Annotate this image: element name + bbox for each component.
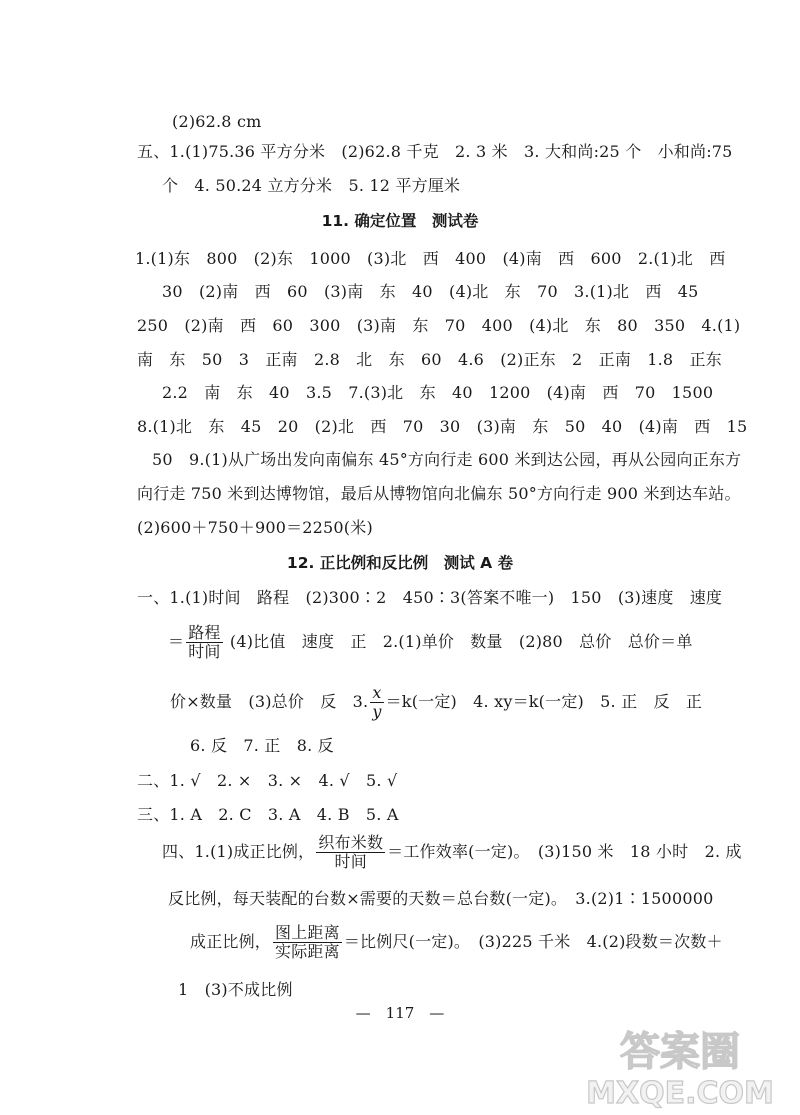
text-line-15-start: 价×数量 (3)总价 反 3. xyxy=(170,692,369,711)
text-line-21-start: 成正比例， xyxy=(190,932,272,951)
fraction-numerator: 织布米数 xyxy=(318,833,384,852)
fraction-cloth-time xyxy=(316,834,385,871)
equals-sign: ＝ xyxy=(168,632,185,651)
text-line-22: 1 (3)不成比例 xyxy=(178,980,293,999)
text-line-5: 30 (2)南 西 60 (3)南 东 40 (4)北 东 70 3.(1)北 西 45 xyxy=(162,282,699,301)
text-line-11: 向行走 750 米到达博物馆，最后从博物馆向北偏东 50°方向行走 900 米到达车站。 xyxy=(137,484,741,503)
text-line-9: 8.(1)北 东 45 20 (2)北 西 70 30 (3)南 东 50 40 (4)南 西 15 xyxy=(137,417,748,436)
text-line-8: 2.2 南 东 40 3.5 7.(3)北 东 40 1200 (4)南 西 70 1500 xyxy=(162,383,714,402)
page-number: — 117 — xyxy=(355,1004,445,1022)
watermark-graphic xyxy=(568,1015,793,1111)
text-line-12: (2)600＋750＋900＝2250(米) xyxy=(137,518,373,537)
text-line-14-rest: (4)比值 速度 正 2.(1)单价 数量 (2)80 总价 总价＝单 xyxy=(229,632,693,651)
text-line-19-rest: ＝工作效率(一定)。 (3)150 米 18 小时 2. 成 xyxy=(387,842,742,861)
text-line-18: 三、1. A 2. C 3. A 4. B 5. A xyxy=(137,805,399,824)
section-title-12: 12. 正比例和反比例 测试 A 卷 xyxy=(286,554,514,572)
text-line-3: 个 4. 50.24 立方分米 5. 12 平方厘米 xyxy=(162,176,461,195)
text-line-19 xyxy=(162,832,742,872)
text-line-2: 五、1.(1)75.36 平方分米 (2)62.8 千克 2. 3 米 3. 大和尚:25 个 小和尚:75 xyxy=(137,142,733,161)
text-line-1: (2)62.8 cm xyxy=(172,112,262,131)
section-title-11: 11. 确定位置 测试卷 xyxy=(321,212,479,230)
text-line-7: 南 东 50 3 正南 2.8 北 东 60 4.6 (2)正东 2 正南 1.8 正东 xyxy=(137,350,722,369)
text-line-19-start: 四、1.(1)成正比例， xyxy=(162,842,315,861)
text-line-16: 6. 反 7. 正 8. 反 xyxy=(190,736,334,755)
text-line-13: 一、1.(1)时间 路程 (2)300∶2 450∶3(答案不唯一) 150 (3)速度 速度 xyxy=(137,588,723,607)
fraction-denominator: 实际距离 xyxy=(275,942,340,961)
watermark-logo xyxy=(568,1015,793,1111)
svg-text:答案圈: 答案圈 xyxy=(620,1029,740,1075)
text-line-15-rest: ＝k(一定) 4. xy＝k(一定) 5. 正 反 正 xyxy=(385,692,703,711)
fraction-numerator: 路程 xyxy=(188,623,221,642)
fraction-x-over-y xyxy=(370,684,383,721)
text-line-6: 250 (2)南 西 60 300 (3)南 东 70 400 (4)北 东 80 350 4.(1) xyxy=(137,316,741,335)
text-line-15 xyxy=(170,682,702,722)
text-line-4: 1.(1)东 800 (2)东 1000 (3)北 西 400 (4)南 西 600 2.(1)北 西 xyxy=(135,249,726,268)
text-line-21-rest: ＝比例尺(一定)。 (3)225 千米 4.(2)段数＝次数＋ xyxy=(343,932,723,951)
text-line-20: 反比例，每天装配的台数×需要的天数＝总台数(一定)。 3.(2)1∶1500000 xyxy=(168,889,714,908)
fraction-denominator: y xyxy=(372,702,382,721)
text-line-10: 50 9.(1)从广场出发向南偏东 45°方向行走 600 米到达公园，再从公园向正东方 xyxy=(152,450,742,469)
text-line-21 xyxy=(190,922,723,962)
text-line-14 xyxy=(168,622,693,662)
svg-text:MXQE.COM: MXQE.COM xyxy=(586,1076,774,1111)
fraction-numerator: 图上距离 xyxy=(275,923,340,942)
text-line-17: 二、1. √ 2. × 3. × 4. √ 5. √ xyxy=(137,771,398,790)
fraction-denominator: 时间 xyxy=(188,642,221,661)
fraction-numerator: x xyxy=(370,684,383,703)
fraction-distance-time xyxy=(186,624,222,661)
fraction-denominator: 时间 xyxy=(334,852,367,871)
fraction-map-actual xyxy=(273,924,342,961)
